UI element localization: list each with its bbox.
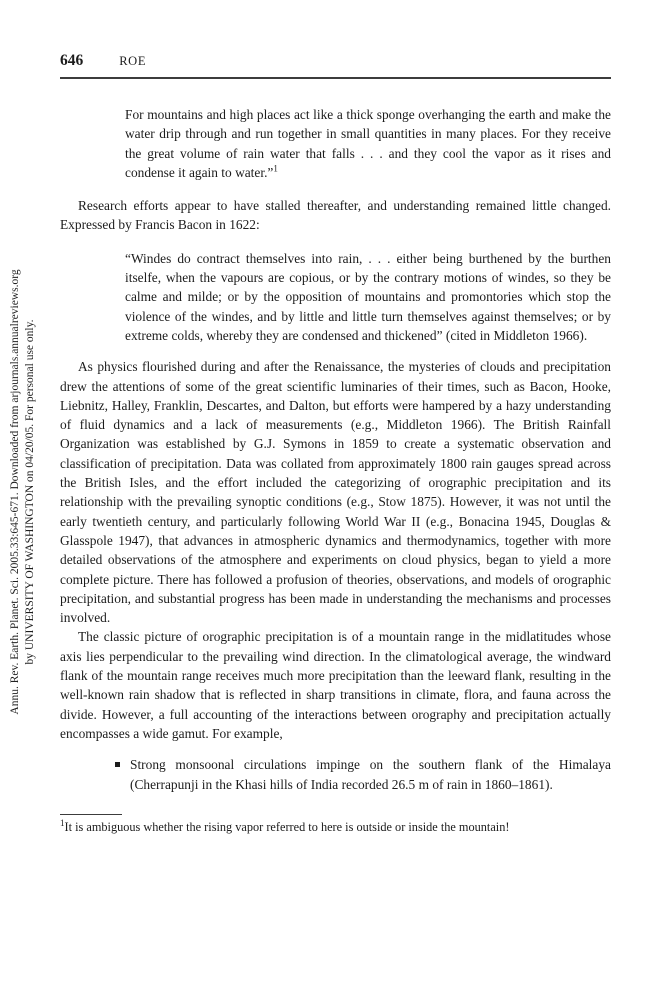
paragraph-research-efforts: Research efforts appear to have stalled thereafter, and understanding remained little changed. Expressed by Francis Bacon in 1622: bbox=[60, 198, 611, 233]
footnote-text: It is ambiguous whether the rising vapor referred to here is outside or inside the mountain! bbox=[64, 819, 510, 834]
epigraph-quote-text: For mountains and high places act like a thick sponge overhanging the earth and make the water drip through and run together in small quantities in many places. For they receive the great volume of rain water that falls . . . and they cool the vapor as it rises and condense it again to water.” bbox=[125, 107, 611, 180]
header-rule bbox=[60, 77, 611, 79]
page-number: 646 bbox=[60, 52, 84, 69]
sidebar-attribution bbox=[8, 269, 38, 714]
paragraph-classic-picture: The classic picture of orographic precipitation is of a mountain range in the midlatitudes whose axis lies perpendicular to the prevailing wind direction. In the climatological average, the windward flank of the mountain range receives much more precipitation than the leeward flank, resulting in the well-known rain shadow that is reflected in sharp transitions in climate, flora, and fauna across the divide. However, a full accounting of the interactions between orography and precipitation actually encompasses a wide gamut. For example, bbox=[60, 629, 611, 741]
footnote-marker: 1 bbox=[60, 817, 65, 828]
square-bullet-icon bbox=[115, 762, 120, 767]
attribution-line-2: by UNIVERSITY OF WASHINGTON on 04/20/05. For personal use only. bbox=[24, 319, 36, 665]
paragraph-physics-flourished: As physics flourished during and after the Renaissance, the mysteries of clouds and precipitation drew the attentions of some of the great scientific luminaries of their times, such as Bacon, Hooke, Liebnitz, Halley, Franklin, Descartes, and Dalton, but efforts were hampered by a hazy understanding of fluid dynamics and a lack of measurements (e.g., Middleton 1966). The British Rainfall Organization was established by G.J. Symons in 1859 to create a systematic observation and classification of precipitation. Data was collated from approximately 1800 rain gauges spread across the British Isles, and the effort included the categorizing of orographic precipitation and its relationship with the prevailing synoptic conditions (e.g., Stow 1875). However, it was not until the early twentieth century, and particularly following World War II (e.g., Bonacina 1945, Douglas & Glasspole 1947), that advances in atmospheric dynamics and thermodynamics, together with more detailed observations of the atmosphere and experiments on cloud physics, began to yield a more complete picture. There has followed a profusion of theories, observations, and models of orographic precipitation, and substantial progress has been made in understanding the mechanisms and processes involved. bbox=[60, 359, 611, 626]
list-item bbox=[60, 755, 611, 794]
running-head: ROE bbox=[119, 54, 147, 68]
bacon-quote: “Windes do contract themselves into rain, . . . either being burthened by the burthen itselfe, when the vapours are copious, or by the contrary motions of windes, so they be calme and milde; or by the opposition of mountains and promontories which stop the violence of the windes, and by little and little turn themselves against themselves; or by extreme colds, whereby they are condensed and thickened” (cited in Middleton 1966). bbox=[125, 250, 611, 343]
footnote-ref: 1 bbox=[273, 163, 278, 174]
page-body bbox=[60, 52, 611, 835]
attribution-line-1: Annu. Rev. Earth. Planet. Sci. 2005.33:645-671. Downloaded from arjournals.annualreviews.org bbox=[9, 269, 21, 715]
bullet-list bbox=[60, 755, 611, 794]
epigraph-quote bbox=[125, 105, 611, 182]
bullet-text: Strong monsoonal circulations impinge on the southern flank of the Himalaya (Cherrapunji in the Khasi hills of India recorded 26.5 m of rain in 1860–1861). bbox=[130, 757, 611, 792]
page-header bbox=[60, 52, 611, 70]
footnote bbox=[60, 819, 611, 835]
footnote-rule bbox=[60, 814, 122, 815]
